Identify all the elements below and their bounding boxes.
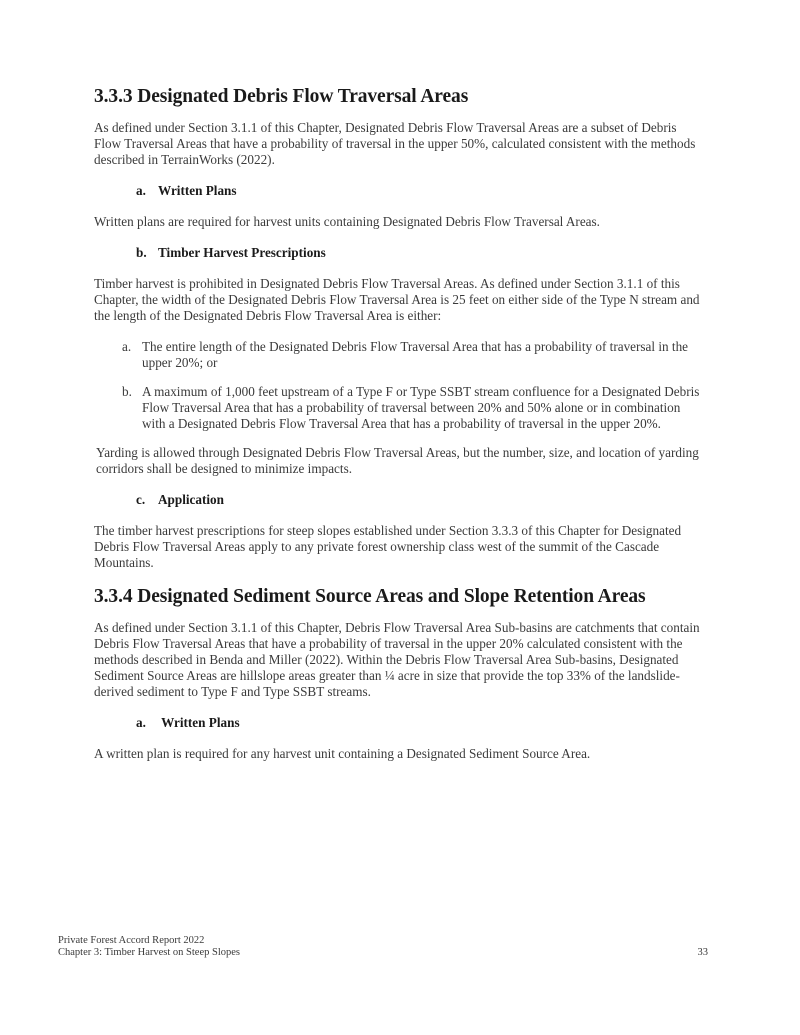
footer-report-title: Private Forest Accord Report 2022 xyxy=(58,935,205,946)
subheading-written-plans xyxy=(136,183,706,199)
written-plan-required-text: A written plan is required for any harvest unit containing a Designated Sediment Source Area. xyxy=(94,746,591,761)
section-333-heading: 3.3.3 Designated Debris Flow Traversal Areas xyxy=(94,86,469,107)
subheading-letter: a. xyxy=(136,183,146,198)
subheading-title: Written Plans xyxy=(161,715,240,730)
application-text: The timber harvest prescriptions for steep slopes established under Section 3.3.3 of this Chapter for Designated Debris Flow Traversal Areas apply to any private forest ownership class west of the summit of the Cascade Mountains. xyxy=(94,523,682,570)
subheading-title: Written Plans xyxy=(158,183,237,198)
document-page xyxy=(94,86,706,777)
subheading-application xyxy=(136,492,706,508)
list-item-text: A maximum of 1,000 feet upstream of a Type F or Type SSBT stream confluence for a Designated Debris Flow Traversal Area that has a probability of traversal between 20% and 50% alone or in combination with a Designated Debris Flow Traversal Area that has a probability of traversal in the upper 20%. xyxy=(142,384,700,431)
subheading-letter: c. xyxy=(136,492,146,507)
subheading-written-plans-334 xyxy=(136,715,706,731)
prescriptions-text: Timber harvest is prohibited in Designated Debris Flow Traversal Areas. As defined under Section 3.1.1 of this Chapter, the width of the Designated Debris Flow Traversal Area is 25 feet on either side of the Type N stream and the length of the Designated Debris Flow Traversal Area is either: xyxy=(94,276,700,323)
section-334-intro: As defined under Section 3.1.1 of this Chapter, Debris Flow Traversal Area Sub-basins are catchments that contain Debris Flow Traversal Areas that have a probability of traversal in the upper 20% calculated consistent with the methods described in Benda and Miller (2022). Within the Debris Flow Traversal Area Sub-basins, Designated Sediment Source Areas are hillslope areas greater than ¼ acre in size that provide the top 33% of the landslide-derived sediment to Type F and Type SSBT streams. xyxy=(94,620,700,699)
page-footer xyxy=(58,935,708,959)
traversal-length-list xyxy=(94,339,706,432)
subheading-letter: b. xyxy=(136,245,147,260)
written-plans-text: Written plans are required for harvest units containing Designated Debris Flow Traversal Areas. xyxy=(94,214,600,229)
list-marker: b. xyxy=(122,384,132,399)
subheading-timber-harvest-prescriptions xyxy=(136,245,706,261)
list-item xyxy=(94,339,706,371)
subheading-letter: a. xyxy=(136,715,146,730)
subheading-title: Timber Harvest Prescriptions xyxy=(158,245,326,260)
footer-chapter-title: Chapter 3: Timber Harvest on Steep Slopes xyxy=(58,947,240,958)
yarding-text: Yarding is allowed through Designated Debris Flow Traversal Areas, but the number, size, and location of yarding corridors shall be designed to minimize impacts. xyxy=(96,445,699,476)
list-marker: a. xyxy=(122,339,132,354)
section-334-heading: 3.3.4 Designated Sediment Source Areas and Slope Retention Areas xyxy=(94,586,646,607)
page-number: 33 xyxy=(697,947,708,958)
list-item xyxy=(94,384,706,432)
list-item-text: The entire length of the Designated Debris Flow Traversal Area that has a probability of traversal in the upper 20%; or xyxy=(142,339,689,370)
section-333-intro: As defined under Section 3.1.1 of this Chapter, Designated Debris Flow Traversal Areas are a subset of Debris Flow Traversal Areas that have a probability of traversal in the upper 50%, calculated consistent with the methods described in TerrainWorks (2022). xyxy=(94,120,696,167)
subheading-title: Application xyxy=(158,492,224,507)
